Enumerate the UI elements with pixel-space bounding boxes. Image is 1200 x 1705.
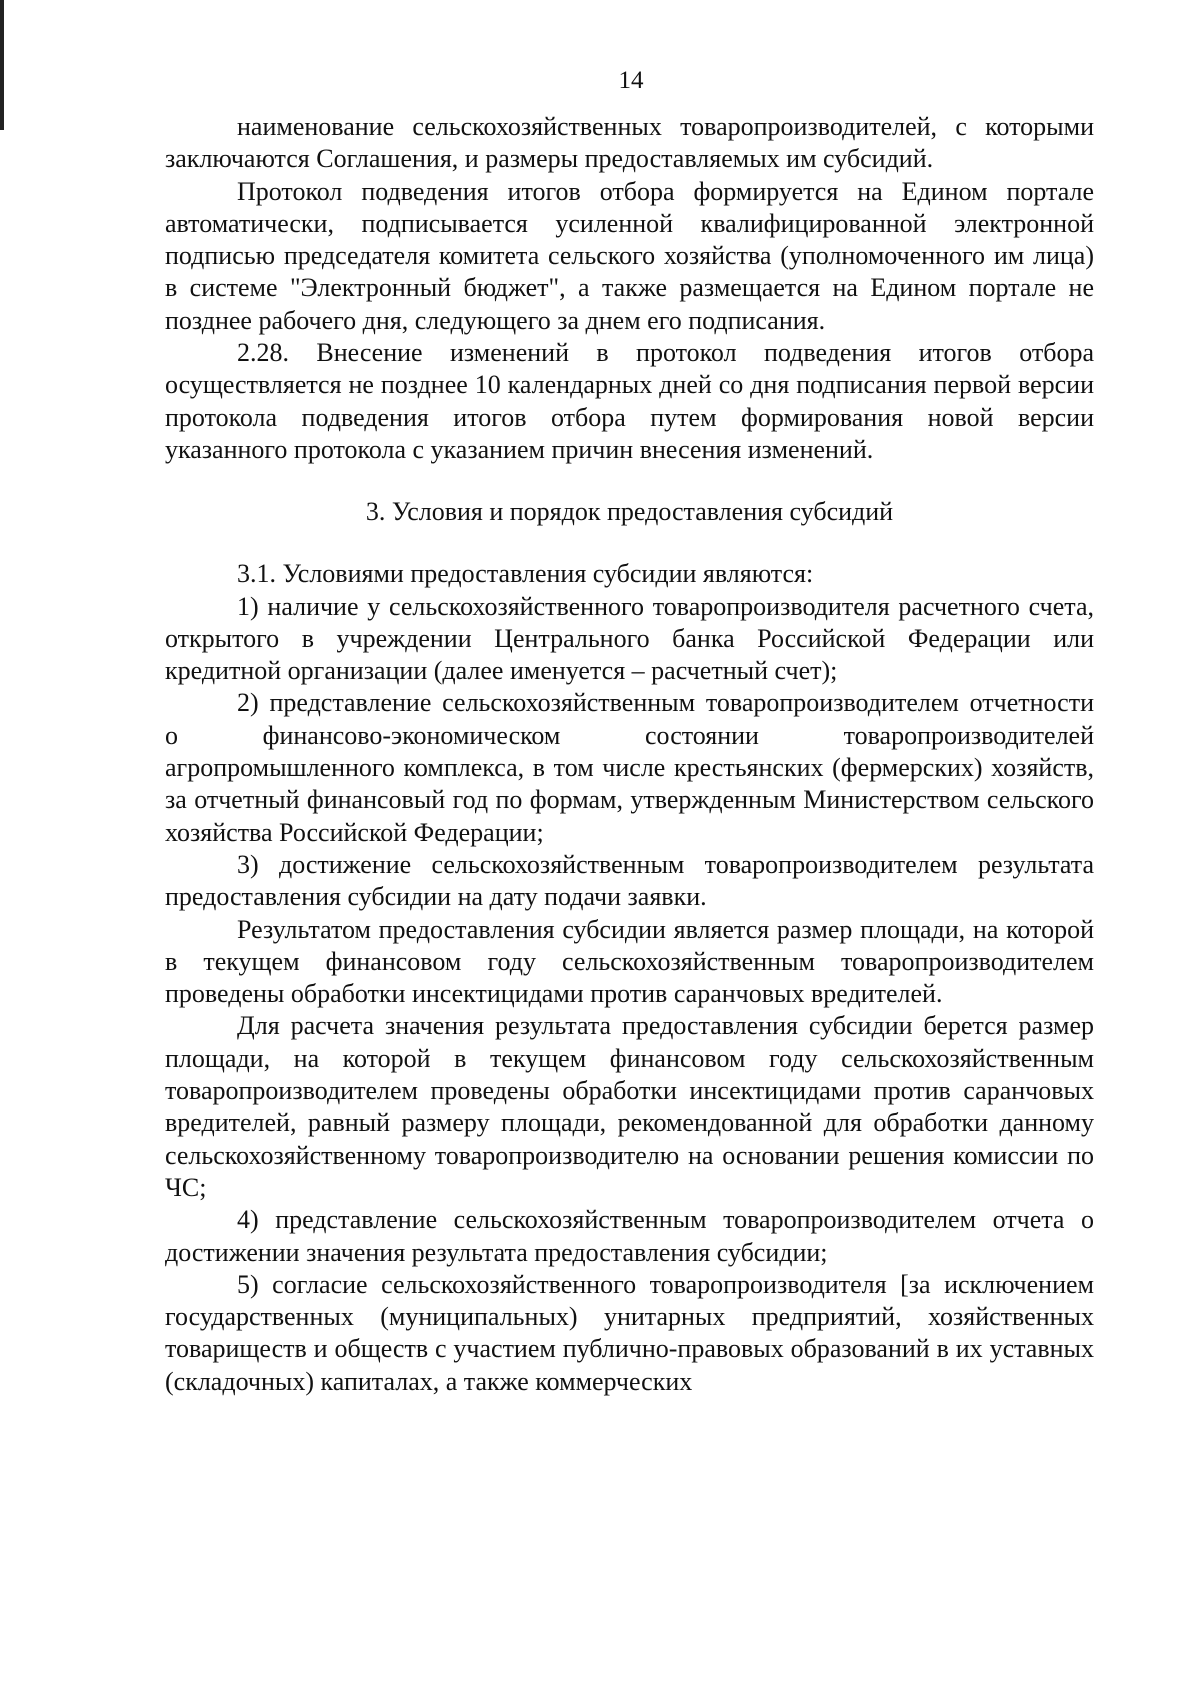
page-number: 14 xyxy=(618,67,644,94)
paragraph-results-listing: наименование сельскохозяйственных товаропроизводителей, с которыми заключаются Соглашения, и размеры предоставляемых им субсидий. xyxy=(165,112,1094,174)
condition-5: 5) согласие сельскохозяйственного товаропроизводителя [за исключением государственных (муниципальных) унитарных предприятий, хозяйственных товариществ и обществ с участием публично-правовых образований в их уставных (складочных) капиталах, а также коммерческих xyxy=(165,1269,1094,1396)
paragraph-result-calculation: Для расчета значения результата предоставления субсидии берется размер площади, на которой в текущем финансовом году сельскохозяйственным товаропроизводителем проведены обработки инсектицидами против саранчовых вредителей, равный размеру площади, рекомендованной для обработки данному сельскохозяйственному товаропроизводителю на основании решения комиссии по ЧС; xyxy=(165,1011,1094,1202)
condition-4: 4) представление сельскохозяйственным товаропроизводителем отчета о достижении значения результата предоставления субсидии; xyxy=(165,1205,1094,1267)
paragraph-result-definition: Результатом предоставления субсидии является размер площади, на которой в текущем финансовом году сельскохозяйственным товаропроизводителем проведены обработки инсектицидами против саранчовых вредителей. xyxy=(165,914,1094,1009)
scan-edge-mark xyxy=(0,0,4,130)
condition-1: 1) наличие у сельскохозяйственного товаропроизводителя расчетного счета, открытого в учреждении Центрального банка Российской Федерации или кредитной организации (далее именуется – расчетный счет); xyxy=(165,591,1094,686)
condition-2: 2) представление сельскохозяйственным товаропроизводителем отчетности о финансово-экономическом состоянии товаропроизводителей агропромышленного комплекса, в том числе крестьянских (фермерских) хозяйств, за отчетный финансовый год по формам, утвержденным Министерством сельского хозяйства Российской Федерации; xyxy=(165,688,1094,847)
document-body xyxy=(165,111,1094,1398)
paragraph-2-28: 2.28. Внесение изменений в протокол подведения итогов отбора осуществляется не позднее 10 календарных дней со дня подписания первой версии протокола подведения итогов отбора путем формирования новой версии указанного протокола с указанием причин внесения изменений. xyxy=(165,338,1094,464)
section-heading: 3. Условия и порядок предоставления субсидий xyxy=(365,497,894,527)
paragraph-3-1: 3.1. Условиями предоставления субсидии являются: xyxy=(237,559,814,589)
paragraph-protocol-formation: Протокол подведения итогов отбора формируется на Едином портале автоматически, подписывается усиленной квалифицированной электронной подписью председателя комитета сельского хозяйства (уполномоченного им лица) в системе "Электронный бюджет", а также размещается на Едином портале не позднее рабочего дня, следующего за днем его подписания. xyxy=(165,176,1094,335)
condition-3: 3) достижение сельскохозяйственным товаропроизводителем результата предоставления субсидии на дату подачи заявки. xyxy=(165,849,1094,912)
